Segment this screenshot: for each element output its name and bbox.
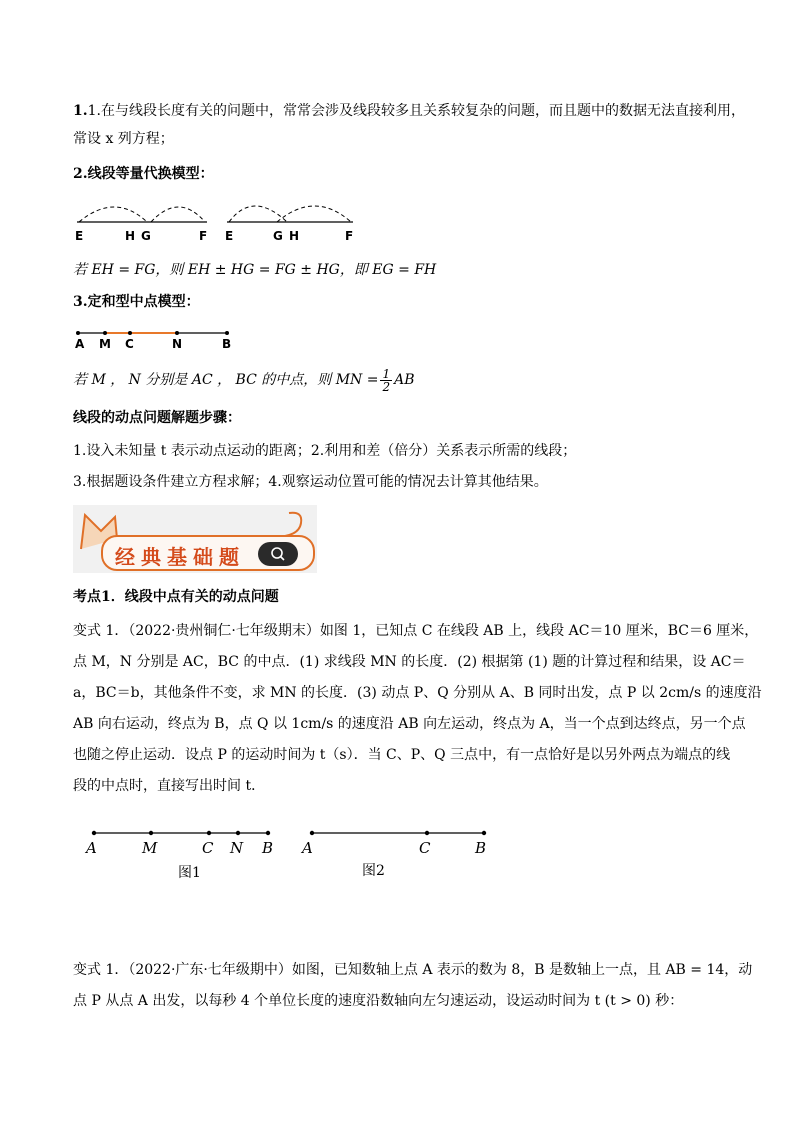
- equal-substitution-diagram: [75, 198, 365, 244]
- diagram2-label-e: E: [225, 229, 234, 243]
- model3-title: 3.定和型中点模型：: [73, 294, 200, 310]
- fig2-point-a: [310, 831, 314, 835]
- fig2-point-b: [482, 831, 486, 835]
- point-n: [175, 331, 179, 335]
- model3-formula: 若 M ， N 分别是 AC ， BC 的中点，则 MN = $\frac{1}{2}$ AB: [73, 366, 415, 394]
- fig1-label-a: A: [86, 839, 97, 857]
- model2-formula: 若 EH = FG，则 EH ± HG = FG ± HG，即 EG = FH: [73, 262, 437, 278]
- fig2-label-a: A: [302, 839, 313, 857]
- arc-gf: [151, 207, 205, 222]
- problem1-line-2: 点 M，N 分别是 AC，BC 的中点．(1) 求线段 MN 的长度．(2) 根据第 (1) 题的计算过程和结果，设 AC＝: [73, 654, 746, 670]
- diagram1-label-h: H: [125, 229, 136, 243]
- arc-hf: [277, 206, 351, 222]
- banner-title: 经典基础题: [115, 545, 245, 569]
- problem2-line-2: 点 P 从点 A 出发，以每秒 4 个单位长度的速度沿数轴向左匀速运动，设运动时间为 t (t > 0) 秒：: [73, 993, 684, 1009]
- fig2-point-c: [425, 831, 429, 835]
- label-c: C: [125, 337, 134, 351]
- fig1-point-n: [236, 831, 240, 835]
- banner-search-button[interactable]: [258, 542, 298, 566]
- fig1-label-c: C: [202, 839, 214, 857]
- arc-eg: [229, 206, 287, 222]
- problem1-line-6: 段的中点时，直接写出时间 t．: [73, 778, 266, 794]
- fig1-point-m: [149, 831, 153, 835]
- fraction-one-half: $\frac{1}{2}$: [382, 366, 391, 394]
- fig1-caption: 图1: [178, 865, 201, 881]
- intro-line-2: 常设 x 列方程；: [73, 131, 174, 147]
- problem1-line-3: a，BC＝b，其他条件不变，求 MN 的长度．(3) 动点 P、Q 分别从 A、B 同时出发，点 P 以 2cm/s 的速度沿: [73, 685, 762, 701]
- fig2-label-b: B: [475, 839, 487, 857]
- classic-basic-banner: [73, 505, 317, 573]
- steps-line-2: 3.根据题设条件建立方程求解；4.观察运动位置可能的情况去计算其他结果。: [73, 474, 548, 490]
- figure-1: [82, 825, 282, 883]
- problem1-line-1: 变式 1．（2022·贵州铜仁·七年级期末）如图 1，已知点 C 在线段 AB 上，线段 AC＝10 厘米，BC＝6 厘米，: [73, 623, 759, 639]
- point-m: [103, 331, 107, 335]
- section-title: 考点1．线段中点有关的动点问题: [73, 589, 279, 605]
- search-icon: [270, 546, 286, 562]
- fig2-label-c: C: [419, 839, 431, 857]
- diagram1-label-e: E: [75, 229, 84, 243]
- fig1-point-a: [92, 831, 96, 835]
- arc-eh: [79, 207, 147, 222]
- point-c: [128, 331, 132, 335]
- model2-title: 2.线段等量代换模型：: [73, 166, 214, 182]
- fig1-label-m: M: [142, 839, 158, 857]
- label-a: A: [75, 337, 85, 351]
- fig2-caption: 图2: [362, 863, 385, 879]
- intro-line-1: 1.1.在与线段长度有关的问题中，常常会涉及线段较多且关系较复杂的问题，而且题中的数据无法直接利用，: [73, 103, 745, 119]
- steps-line-1: 1.设入未知量 t 表示动点运动的距离；2.利用和差（倍分）关系表示所需的线段；: [73, 443, 577, 459]
- problem1-line-5: 也随之停止运动．设点 P 的运动时间为 t（s）．当 C、P、Q 三点中，有一点恰好是以另外两点为端点的线: [73, 747, 731, 763]
- fig1-point-c: [207, 831, 211, 835]
- problem1-line-4: AB 向右运动，终点为 B，点 Q 以 1cm/s 的速度沿 AB 向左运动，终点为 A，当一个点到达终点，另一个点: [73, 716, 746, 732]
- problem2-line-1: 变式 1．（2022·广东·七年级期中）如图，已知数轴上点 A 表示的数为 8，B 是数轴上一点，且 AB = 14，动: [73, 962, 753, 978]
- fig1-label-n: N: [230, 839, 244, 857]
- diagram1-label-f: F: [199, 229, 208, 243]
- label-m: M: [99, 337, 111, 351]
- diagram2-label-g: G: [273, 229, 283, 243]
- point-a: [76, 331, 80, 335]
- diagram2-label-f: F: [345, 229, 354, 243]
- fig1-label-b: B: [262, 839, 274, 857]
- label-n: N: [172, 337, 183, 351]
- diagram1-label-g: G: [141, 229, 151, 243]
- steps-title: 线段的动点问题解题步骤：: [73, 410, 241, 426]
- diagram2-label-h: H: [289, 229, 300, 243]
- label-b: B: [222, 337, 232, 351]
- point-b: [225, 331, 229, 335]
- midpoint-diagram: [75, 325, 240, 350]
- fig1-point-b: [266, 831, 270, 835]
- figure-2: [300, 825, 500, 883]
